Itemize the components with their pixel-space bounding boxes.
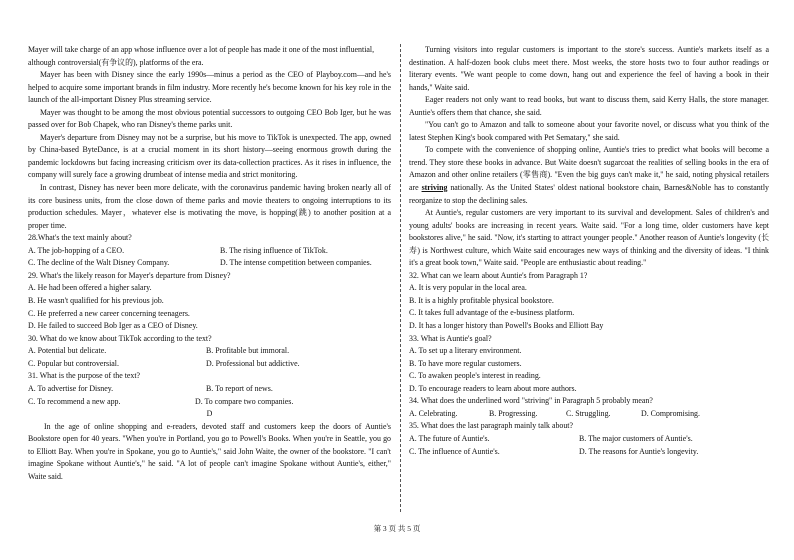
column-divider	[400, 44, 401, 512]
question-34-option-b: B. Progressing.	[489, 408, 538, 418]
question-29-stem: 29. What's the likely reason for Mayer's departure from Disney?	[28, 270, 231, 280]
question-30-option-b: B. Profitable but immoral.	[206, 346, 290, 356]
question-29-option-d: D. He failed to succeed Bob Iger as a CEO of Disney.	[28, 321, 198, 331]
question-29-option-a: A. He had been offered a higher salary.	[28, 283, 152, 293]
question-34-option-a: A. Celebrating.	[409, 408, 458, 418]
passage-d-paragraph-6: At Auntie's, regular customers are very important to its survival and development. Sales of children's and young adults' books are increasing in recent years. Waite said. "For a long time, older customers have kept bookstores alive," he said. "Now, it's starting to attract younger people." Another reason of Auntie's longevity (长寿) is Northwest culture, which Waite said encourages new ways of thinking and the diversity of ideas. "I think it's a great book town," Waite said. "People are enthusiastic about reading."	[409, 208, 769, 268]
question-31-option-b: B. To report of news.	[206, 383, 273, 393]
paragraph-5-text-before: To compete with the convenience of shopping online, Auntie's tries to predict what books will become a trend. They store these books in advance. But Waite doesn't sugarcoat the realities of selling books in the era of Amazon and other online retailers (零售商). "Even the big guys can't make it," he said, noting physical retailers are	[409, 145, 769, 193]
question-34-option-d: D. Compromising.	[641, 408, 700, 418]
question-35-options-row-1	[409, 433, 769, 446]
question-28-options-row-2	[28, 257, 391, 270]
question-28-option-a: A. The job-hopping of a CEO.	[28, 245, 125, 255]
question-28-stem: 28.What's the text mainly about?	[28, 233, 132, 243]
passage-c-paragraph-2: Mayer has been with Disney since the early 1990s—minus a period as the CEO of Playboy.com—and he's helped to acquire some important brands in film industry. More recently he's become known for his key role in the launch of the all-important Disney Plus streaming service.	[28, 70, 391, 105]
question-34-option-c: C. Struggling.	[566, 408, 611, 418]
question-31-option-a: A. To advertise for Disney.	[28, 383, 114, 393]
question-35-option-d: D. The reasons for Auntie's longevity.	[579, 446, 699, 456]
question-32-option-c: C. It takes full advantage of the e-business platform.	[409, 308, 575, 318]
passage-d-paragraph-5	[409, 144, 769, 207]
question-30-stem: 30. What do we know about TikTok according to the text?	[28, 333, 212, 343]
question-33-option-b: B. To have more regular customers.	[409, 358, 522, 368]
question-35-option-a: A. The future of Auntie's.	[409, 434, 490, 443]
passage-c-paragraph-5: In contrast, Disney has never been more delicate, with the coronavirus pandemic having broken nearly all of its core business units, from the close down of theme parks and movie theaters to ongoing interruptions to its production schedules. Mayer，whatever else is motivating the move, is hopping(跳) to another position at a proper time.	[28, 183, 391, 230]
question-28-options-row-1	[28, 245, 391, 258]
question-28-option-d: D. The intense competition between companies.	[220, 258, 372, 268]
left-column	[28, 44, 391, 483]
page-footer: 第 3 页 共 5 页	[373, 524, 421, 533]
question-33-option-c: C. To awaken people's interest in reading.	[409, 371, 541, 381]
question-29-option-b: B. He wasn't qualified for his previous job.	[28, 296, 164, 306]
right-column	[409, 44, 769, 458]
passage-d-paragraph-2: Turning visitors into regular customers is important to the store's success. Auntie's markets itself as a destination. A half-dozen book clubs meet there. Most weeks, the store hosts two to four author readings or literary events. "We want people to come down, hang out and experience the feel of having a book in their hands," Waite said.	[409, 45, 769, 92]
question-30-option-c: C. Popular but controversial.	[28, 358, 119, 368]
paragraph-5-text-after: nationally. As the United States' oldest national bookstore chain, Barnes&Noble has to constantly reorganize to stop the declining sales.	[409, 183, 769, 205]
question-35-option-c: C. The influence of Auntie's.	[409, 446, 500, 456]
question-30-options-row-1	[28, 345, 391, 358]
question-30-options-row-2	[28, 358, 391, 371]
question-35-stem: 35. What does the last paragraph mainly talk about?	[409, 421, 573, 431]
question-35-options-row-2	[409, 446, 769, 459]
underlined-word-striving: striving	[421, 183, 448, 193]
passage-c-paragraph-4: Mayer's departure from Disney may not be a surprise, but his move to TikTok is unexpected. The app, owned by China-based ByteDance, is at a crucial moment in its short history—seeing enormous growth during the pandemic lockdowns but facing increasing criticism over its data-collection practices. As it rises in influence, the company will surely face a growing drumbeat of intense media and strict monitoring.	[28, 132, 391, 180]
question-34-stem: 34. What does the underlined word "striving" in Paragraph 5 probably mean?	[409, 396, 653, 406]
question-30-option-a: A. Potential but delicate.	[28, 346, 107, 356]
question-34-options-row	[409, 408, 769, 421]
question-31-options-row-2	[28, 396, 391, 409]
question-31-option-c: C. To recommend a new app.	[28, 396, 121, 406]
question-32-option-a: A. It is very popular in the local area.	[409, 283, 527, 293]
question-33-option-d: D. To encourage readers to learn about more authors.	[409, 383, 577, 393]
question-35-option-b: B. The major customers of Auntie's.	[579, 434, 693, 443]
question-33-stem: 33. What is Auntie's goal?	[409, 333, 492, 343]
question-30-option-d: D. Professional but addictive.	[206, 358, 300, 368]
section-d-heading: D	[206, 409, 213, 419]
passage-c-paragraph-3: Mayer was thought to be among the most obvious potential successors to outgoing CEO Bob Iger, but he was passed over for Bob Chapek, who ran Disney's theme parks unit.	[28, 107, 391, 130]
question-31-option-d: D. To compare two companies.	[195, 396, 294, 406]
question-32-stem: 32. What can we learn about Auntie's from Paragraph 1?	[409, 270, 588, 280]
question-29-option-c: C. He preferred a new career concerning teenagers.	[28, 308, 190, 318]
passage-d-paragraph-1: In the age of online shopping and e-readers, devoted staff and customers keep the doors of Auntie's Bookstore open for 40 years. "When you're in Portland, you go to Powell's Books. When you're in Seattle, you go to Elliott Bay. When you're in Spokane, you go to Auntie's," said John Waite, the owner of the bookstore. "I can't imagine Spokane without Auntie's," he said. "A lot of people can't imagine Spokane without Auntie's, either," Waite said.	[28, 421, 391, 481]
passage-c-paragraph-1-line-1: Mayer will take charge of an app whose influence over a lot of people has made it one of the most influential,	[28, 45, 375, 54]
passage-d-paragraph-4: "You can't go to Amazon and talk to someone about your favorite novel, or discuss what you think of the latest Stephen King's book compared with Pet Sematary," she said.	[409, 120, 769, 142]
question-32-option-b: B. It is a highly profitable physical bookstore.	[409, 295, 554, 305]
question-32-option-d: D. It has a longer history than Powell's Books and Elliott Bay	[409, 321, 604, 331]
question-28-option-c: C. The decline of the Walt Disney Company.	[28, 258, 170, 268]
passage-c-paragraph-1-line-2: although controversial(有争议的), platforms of the era.	[28, 57, 204, 67]
question-31-stem: 31. What is the purpose of the text?	[28, 371, 141, 381]
question-31-options-row-1	[28, 383, 391, 396]
question-33-option-a: A. To set up a literary environment.	[409, 346, 522, 356]
passage-d-paragraph-3: Eager readers not only want to read books, but want to discuss them, said Kerry Halls, the store manager. Auntie's offers them that chance, she said.	[409, 95, 769, 117]
question-28-option-b: B. The rising influence of TikTok.	[220, 245, 328, 255]
